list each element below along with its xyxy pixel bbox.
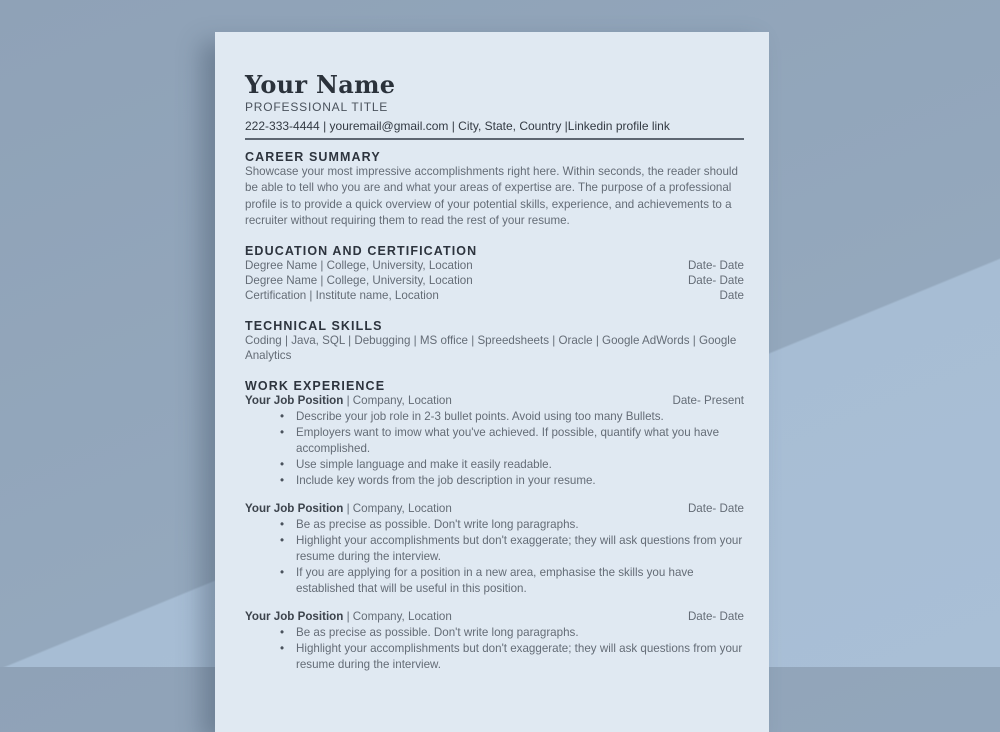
- education-section: [245, 244, 744, 303]
- section-heading: TECHNICAL SKILLS: [245, 319, 383, 333]
- job-bullet: • Be as precise as possible. Don't write long paragraphs.: [296, 625, 744, 641]
- job-entry: [245, 609, 744, 673]
- job-bullet: • If you are applying for a position in a new area, emphasise the skills you have established that will be useful in this position.: [296, 565, 744, 597]
- skills-text: Coding | Java, SQL | Debugging | MS office | Spreedsheets | Oracle | Google AdWords | Google Analytics: [245, 334, 737, 362]
- job-position: Your Job Position: [245, 502, 344, 515]
- job-company: | Company, Location: [343, 502, 452, 515]
- job-bullet: • Employers want to imow what you've achieved. If possible, quantify what you have accomplished.: [296, 425, 744, 457]
- job-date: Date- Date: [687, 610, 744, 623]
- job-date: Date- Date: [687, 502, 744, 515]
- education-row: [245, 288, 744, 303]
- job-company: | Company, Location: [343, 610, 452, 623]
- work-section: [245, 379, 744, 673]
- resume-page: [215, 32, 769, 732]
- job-entry: [245, 393, 744, 489]
- job-bullet: • Include key words from the job description in your resume.: [296, 473, 744, 489]
- education-date: Date- Date: [687, 274, 744, 287]
- education-row: [245, 258, 744, 273]
- job-bullet: • Highlight your accomplishments but don't exaggerate; they will ask questions from your resume during the interview.: [296, 533, 744, 565]
- education-row: [245, 273, 744, 288]
- job-date: Date- Present: [672, 394, 744, 407]
- job-position: Your Job Position: [245, 610, 344, 623]
- professional-title: PROFESSIONAL TITLE: [245, 100, 389, 114]
- education-text: Degree Name | College, University, Location: [245, 274, 473, 287]
- job-bullet: • Use simple language and make it easily readable.: [296, 457, 744, 473]
- education-text: Degree Name | College, University, Location: [245, 259, 473, 272]
- job-company: | Company, Location: [343, 394, 452, 407]
- education-date: Date- Date: [687, 259, 744, 272]
- section-heading: EDUCATION AND CERTIFICATION: [245, 244, 478, 258]
- contact-line: 222-333-4444 | youremail@gmail.com | City, State, Country |Linkedin profile link: [245, 119, 670, 133]
- summary-text: Showcase your most impressive accomplishments right here. Within seconds, the reader should be able to tell who you are and what your areas of expertise are. The purpose of a professional profile is to provide a quick overview of your potential skills, experience, and achievements to a recruiter without requiring them to read the rest of your resume.: [245, 165, 738, 227]
- skills-section: [245, 319, 744, 363]
- job-bullet: • Be as precise as possible. Don't write long paragraphs.: [296, 517, 744, 533]
- job-bullet: • Highlight your accomplishments but don't exaggerate; they will ask questions from your resume during the interview.: [296, 641, 744, 673]
- resume-name: Your Name: [245, 70, 396, 99]
- section-heading: WORK EXPERIENCE: [245, 379, 386, 393]
- education-date: Date: [719, 289, 744, 302]
- job-entry: [245, 501, 744, 597]
- job-position: Your Job Position: [245, 394, 344, 407]
- job-bullet: • Describe your job role in 2-3 bullet points. Avoid using too many Bullets.: [296, 409, 744, 425]
- header-divider: [245, 138, 744, 140]
- section-heading: CAREER SUMMARY: [245, 150, 381, 164]
- career-summary-section: [245, 150, 744, 229]
- education-text: Certification | Institute name, Location: [245, 289, 439, 302]
